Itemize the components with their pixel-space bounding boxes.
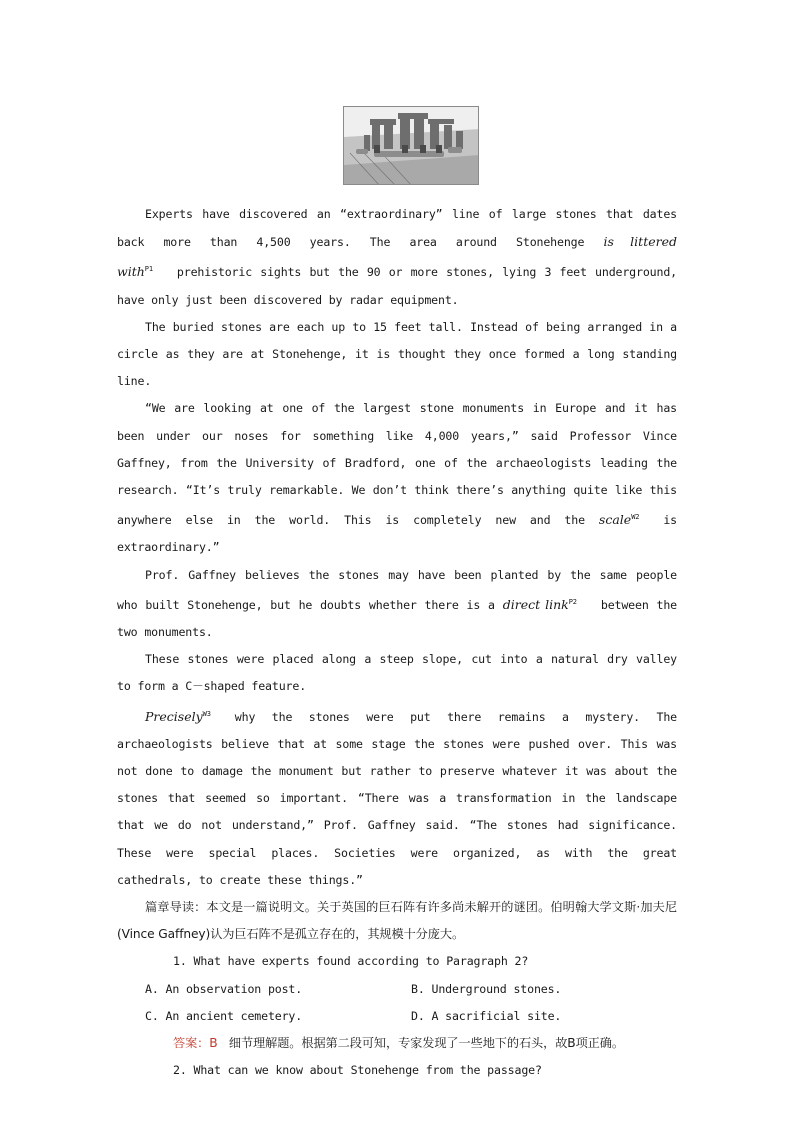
vocab-highlight: direct link	[502, 596, 569, 612]
paragraph-text: between the two monuments.	[117, 597, 677, 640]
option-b: B. Underground stones.	[411, 981, 562, 996]
chapter-guide: 篇章导读：本文是一篇说明文。关于英国的巨石阵有许多尚未解开的谜团。伯明翰大学文斯·加夫尼(Vince Gaffney)认为巨石阵不是孤立存在的，其规模十分庞大。	[117, 900, 677, 942]
vocab-highlight: Precisely	[145, 708, 203, 724]
vocab-marker: P2	[568, 597, 577, 606]
answer-text: 细节理解题。根据第二段可知，专家发现了一些地下的石头，故B项正确。	[228, 1036, 624, 1051]
paragraph-4	[117, 562, 677, 647]
option-d: D. A sacrificial site.	[411, 1008, 562, 1023]
vocab-marker: W2	[631, 513, 640, 522]
vocab-highlight: scale	[598, 512, 632, 528]
article	[117, 201, 677, 1085]
paragraph-3	[117, 395, 677, 561]
vocab-marker: W3	[202, 709, 211, 718]
question-1	[117, 948, 677, 1057]
answer-label: 答案：B	[173, 1036, 218, 1051]
paragraph-text: prehistoric sights but the 90 or more stones, lying 3 feet underground, have only just been discovered by radar equipment.	[117, 265, 677, 307]
paragraph-6	[117, 701, 677, 894]
paragraph-text: Experts have discovered an “extraordinary” line of large stones that dates back more than 4,500 years. The area around Stonehenge	[117, 207, 677, 250]
paragraph-1	[117, 201, 677, 314]
paragraph-text: is extraordinary.”	[117, 513, 677, 555]
stonehenge-icon	[344, 107, 479, 185]
option-c: C. An ancient cemetery.	[145, 1008, 303, 1023]
question-text: 1. What have experts found according to Paragraph 2?	[173, 954, 529, 969]
answer-explanation	[145, 1030, 677, 1057]
paragraph-5: These stones were placed along a steep slope, cut into a natural dry valley to form a C－shaped feature.	[117, 652, 677, 694]
option-a: A. An observation post.	[145, 981, 303, 996]
question-2	[117, 1057, 677, 1084]
options-row	[145, 1003, 677, 1030]
question-text: 2. What can we know about Stonehenge from the passage?	[173, 1063, 542, 1078]
vocab-highlight: is littered with	[117, 234, 677, 280]
options-row	[145, 976, 677, 1003]
paragraph-2: The buried stones are each up to 15 feet tall. Instead of being arranged in a circle as they are at Stonehenge, it is thought they once formed a long standing line.	[117, 319, 677, 389]
vocab-marker: P1	[144, 265, 153, 274]
paragraph-text: Prof. Gaffney believes the stones may have been planted by the same people who built Stonehenge, but he doubts whether there is a	[117, 567, 677, 612]
stonehenge-photo	[343, 106, 479, 185]
paragraph-text: why the stones were put there remains a mystery. The archaeologists believe that at some stage the stones were pushed over. This was not done to damage the monument but rather to preserve whatever it was about the stones that seemed so important. “There was a transformation in the landscape that we do not understand,” Prof. Gaffney said. “The stones had significance. These were special places. Societies were organized, as with the great cathedrals, to create these things.”	[117, 709, 677, 887]
paragraph-text: “We are looking at one of the largest stone monuments in Europe and it has been under our noses for something like 4,000 years,” said Professor Vince Gaffney, from the University of Bradford, one of the archaeologists leading the research. “It’s truly remarkable. We don’t think there’s anything quite like this anywhere else in the world. This is completely new and the	[117, 401, 677, 528]
